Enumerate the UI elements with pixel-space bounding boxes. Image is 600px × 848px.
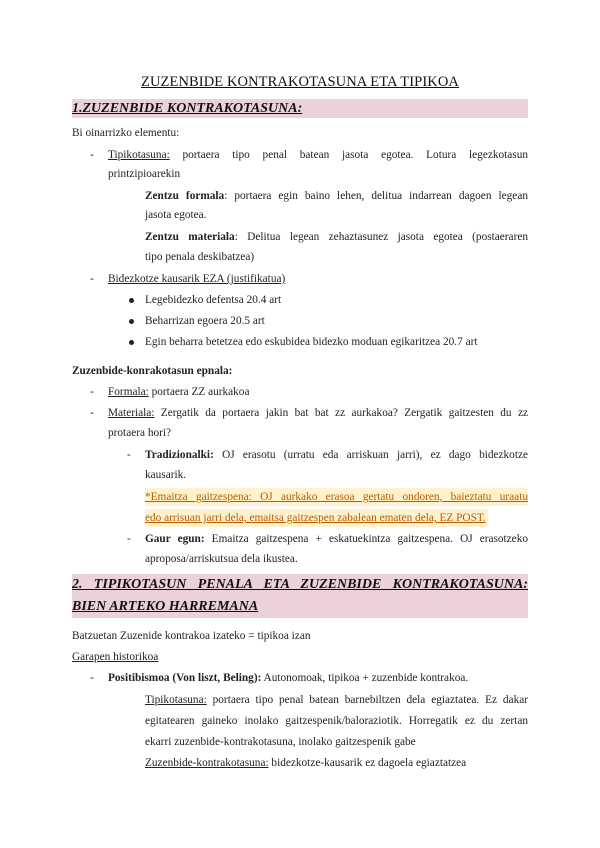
- formala-line2: jasota egotea.: [145, 209, 207, 221]
- gaur-line1: Gaur egun: Emaitza gaitzespena + eskatuekintza gaitzespena. OJ erasotzeko: [145, 533, 528, 545]
- formala2-item: Formala: portaera ZZ aurkakoa: [108, 386, 250, 398]
- bullet-item: Legebidezko defentsa 20.4 art: [145, 294, 282, 306]
- page-title: ZUZENBIDE KONTRAKOTASUNA ETA TIPIKOA: [141, 74, 459, 90]
- bullet-item: Beharrizan egoera 20.5 art: [145, 315, 265, 327]
- epnala-heading: Zuzenbide-konrakotasun epnala:: [72, 365, 233, 377]
- materiala2-line2: protaera hori?: [108, 427, 172, 439]
- tradizionalki-line2: kausarik.: [145, 469, 187, 481]
- emaitza-note-line2: edo arrisuan jarri dela, emaitsa gaitzespen zabalean ematen dela, EZ POST.: [145, 509, 488, 527]
- tipikotasuna2-line1: Tipikotasuna: portaera tipo penal batean barnebiltzen dela egiaztatea. Ez dakar: [145, 694, 528, 706]
- section2-heading-line1: 2. TIPIKOTASUN PENALA ETA ZUZENBIDE KONTRAKOTASUNA:: [72, 577, 528, 592]
- bullet-dot: [129, 340, 134, 345]
- section1-intro: Bi oinarrizko elementu:: [72, 127, 180, 139]
- dash-marker: -: [90, 672, 94, 684]
- materiala2-term: Materiala:: [108, 407, 155, 419]
- dash-marker: -: [127, 449, 131, 461]
- emaitza-note-line1: *Emaitza gaitzespena: OJ aurkako erasoa gertatu ondoren, baieztatu uraatu: [145, 488, 528, 506]
- tipikotasuna-term: Tipikotasuna:: [108, 149, 170, 161]
- zkontrak-term: Zuzenbide-kontrakotasuna:: [145, 757, 269, 769]
- materiala-line2: tipo penala deskibatzea): [145, 251, 255, 263]
- gaur-line2: aproposa/arriskutsua dela ikustea.: [145, 553, 298, 565]
- bullet-dot: [129, 298, 134, 303]
- tipikotasuna2-line3: ekarri zuzenbide-kontrakotasuna, inolako gaitzespenik gabe: [145, 736, 416, 748]
- bidezkotze-item: Bidezkotze kausarik EZA (justifikatua): [108, 273, 286, 285]
- tipikotasuna2-term: Tipikotasuna:: [145, 694, 207, 706]
- bullet-item: Egin beharra betetzea edo eskubidea bidezko moduan egikaritzea 20.7 art: [145, 336, 478, 348]
- section2-heading: [72, 574, 528, 618]
- positibismoa-item: Positibismoa (Von liszt, Beling): Autonomoak, tipikoa + zuzenbide kontrakoa.: [108, 672, 469, 684]
- dash-marker: -: [90, 386, 94, 398]
- materiala-line1: Zentzu materiala: Delitua legean zehaztasunez jasota egotea (postaeraren: [145, 231, 528, 243]
- section2-intro: Batzuetan Zuzenide kontrakoa izateko = tipikoa izan: [72, 630, 311, 642]
- materiala-term: Zentzu materiala: [145, 231, 235, 243]
- section1-heading: 1.ZUZENBIDE KONTRAKOTASUNA:: [72, 99, 528, 118]
- dash-marker: -: [90, 149, 94, 161]
- section2-heading-line2: BIEN ARTEKO HARREMANA: [72, 599, 259, 614]
- garapen-heading: Garapen historikoa: [72, 651, 159, 663]
- tradizionalki-term: Tradizionalki:: [145, 449, 214, 461]
- formala-line1: Zentzu formala: portaera egin baino lehen, delitua indarrean dagoen legean: [145, 190, 528, 202]
- bullet-dot: [129, 319, 134, 324]
- tradizionalki-line1: Tradizionalki: OJ erasotu (urratu eda arriskuan jarri), ez dago bidezkotze: [145, 449, 528, 461]
- dash-marker: -: [127, 533, 131, 545]
- dash-marker: -: [90, 407, 94, 419]
- zkontrak-item: Zuzenbide-kontrakotasuna: bidezkotze-kausarik ez dagoela egiaztatzea: [145, 757, 467, 769]
- positibismoa-term: Positibismoa (Von liszt, Beling):: [108, 672, 262, 684]
- tipikotasuna-line2: printzipioarekin: [108, 168, 181, 180]
- materiala2-line1: Materiala: Zergatik da portaera jakin bat bat zz aurkakoa? Zergatik gaitzesten du zz: [108, 407, 528, 419]
- dash-marker: -: [90, 273, 94, 285]
- gaur-term: Gaur egun:: [145, 533, 205, 545]
- tipikotasuna-line1: Tipikotasuna: portaera tipo penal batean jasota egotea. Lotura legezkotasun: [108, 149, 528, 161]
- tipikotasuna2-line2: egitatearen gaineko inolako gaitzespenik/baloraziotik. Horregatik ez du zertan: [145, 715, 528, 727]
- formala2-term: Formala:: [108, 386, 149, 398]
- formala-term: Zentzu formala: [145, 190, 225, 202]
